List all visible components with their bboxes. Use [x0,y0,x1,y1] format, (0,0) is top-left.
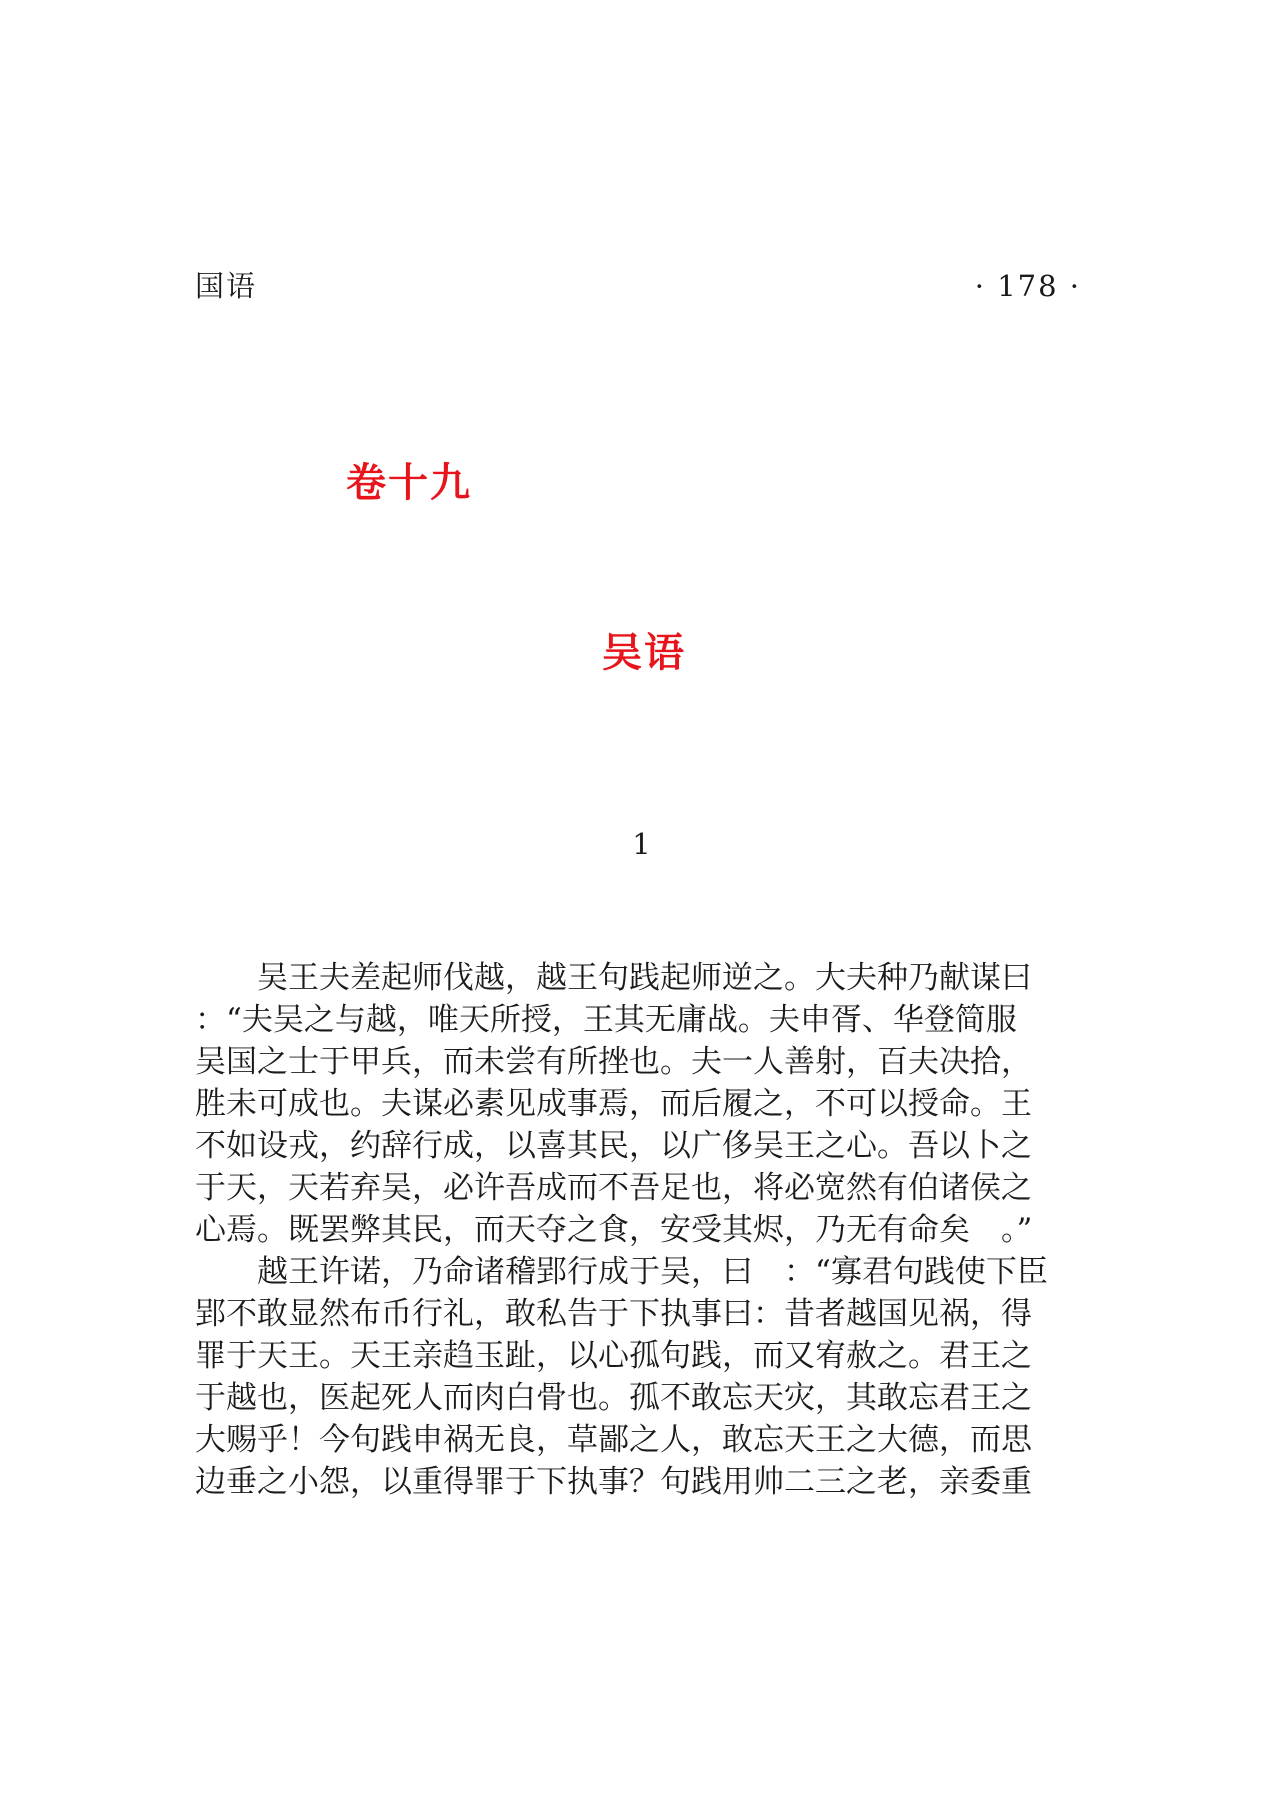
body-line: 罪于天王。天王亲趋玉趾，以心孤句践，而又宥赦之。君王之 [195,1338,1032,1374]
body-line: 于越也，医起死人而肉白骨也。孤不敢忘天灾，其敢忘君王之 [195,1380,1032,1416]
body-text [195,957,1090,1503]
chapter-title: 吴语 [602,630,686,676]
running-title: 国语 [195,269,258,303]
section-number: 1 [632,827,651,861]
body-line: 吴国之士于甲兵，而未尝有所挫也。夫一人善射，百夫决拾， [195,1044,1032,1080]
body-line: 大赐乎！今句践申祸无良，草鄙之人，敢忘天王之大德，而思 [195,1422,1032,1458]
body-line: 吴王夫差起师伐越，越王句践起师逆之。大夫种乃献谋曰 [195,960,1032,996]
body-line: 胜未可成也。夫谋必素见成事焉，而后履之，不可以授命。王 [195,1086,1032,1122]
volume-title: 卷十九 [346,460,472,506]
page-number: · 178 · [974,269,1081,303]
body-line: 心焉。既罢弊其民，而天夺之食，安受其烬，乃无有命矣 。” [195,1212,1033,1248]
body-line: ：“夫吴之与越，唯天所授，王其无庸战。夫申胥、华登简服 [195,1002,1017,1038]
body-line: 不如设戎，约辞行成，以喜其民，以广侈吴王之心。吾以卜之 [195,1128,1032,1164]
body-line: 边垂之小怨，以重得罪于下执事？句践用帅二三之老，亲委重 [195,1464,1032,1500]
body-line: 郢不敢显然布币行礼，敢私告于下执事曰：昔者越国见祸，得 [195,1296,1032,1332]
body-line: 越王许诺，乃命诸稽郢行成于吴，曰 ：“寡君句践使下臣 [195,1254,1048,1290]
body-line: 于天，天若弃吴，必许吾成而不吾足也，将必宽然有伯诸侯之 [195,1170,1032,1206]
